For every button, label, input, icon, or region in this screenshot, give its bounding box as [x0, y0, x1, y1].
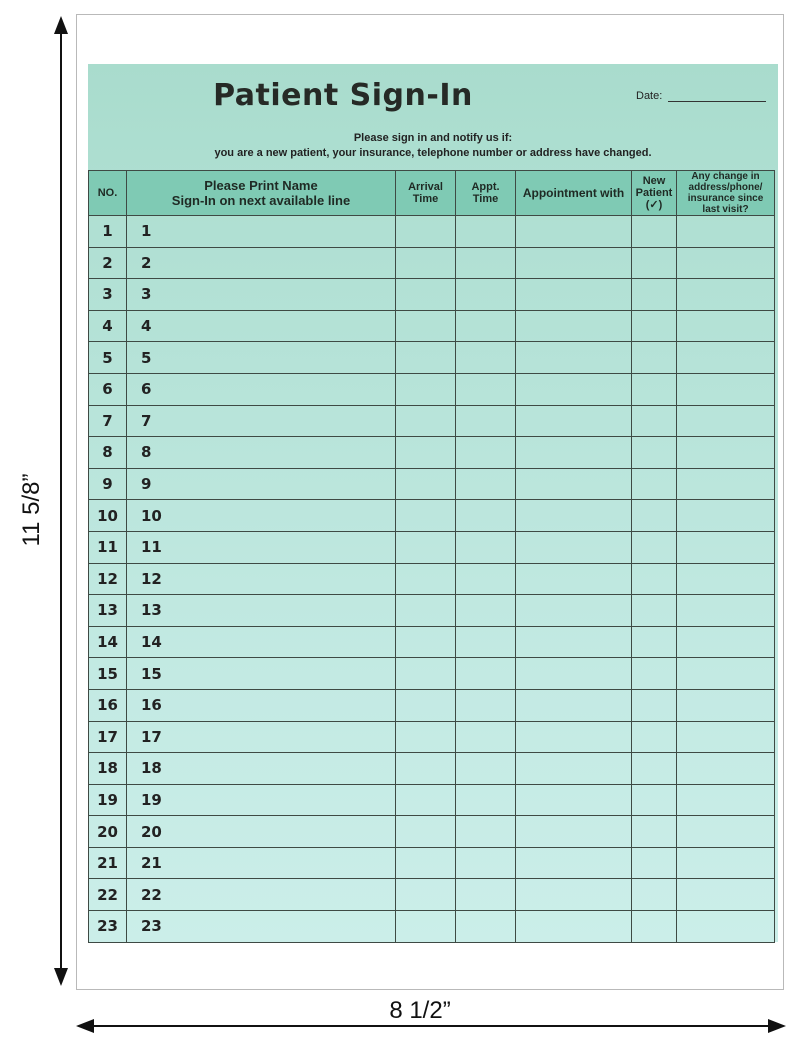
- name-cell[interactable]: 6: [127, 373, 396, 405]
- instruction-line-1: Please sign in and notify us if:: [353, 132, 513, 144]
- appt-time-cell[interactable]: [456, 373, 516, 405]
- new-patient-cell[interactable]: [632, 879, 677, 911]
- appointment-with-cell[interactable]: [516, 816, 632, 848]
- change-cell[interactable]: [677, 531, 775, 563]
- new-patient-cell[interactable]: [632, 784, 677, 816]
- row-number: 11: [89, 531, 127, 563]
- new-patient-cell[interactable]: [632, 911, 677, 943]
- row-number: 8: [89, 437, 127, 469]
- table-row: [89, 373, 775, 405]
- header-new-line2: Patient: [635, 187, 673, 199]
- change-cell[interactable]: [677, 563, 775, 595]
- name-cell[interactable]: 21: [127, 847, 396, 879]
- name-cell[interactable]: 15: [127, 658, 396, 690]
- row-number: 23: [89, 911, 127, 943]
- appointment-with-cell[interactable]: [516, 879, 632, 911]
- name-cell[interactable]: 8: [127, 437, 396, 469]
- new-patient-cell[interactable]: [632, 563, 677, 595]
- header-name-line1: Please Print Name: [204, 178, 318, 193]
- table-row: [89, 563, 775, 595]
- arrival-time-cell[interactable]: [396, 911, 456, 943]
- header-new-line1: New: [642, 175, 666, 187]
- appointment-with-cell[interactable]: [516, 373, 632, 405]
- arrival-time-cell[interactable]: [396, 816, 456, 848]
- header-change-line3: insurance since: [687, 193, 764, 204]
- appointment-with-cell[interactable]: [516, 563, 632, 595]
- appointment-with-cell[interactable]: [516, 753, 632, 785]
- change-cell[interactable]: [677, 342, 775, 374]
- appt-time-cell[interactable]: [456, 342, 516, 374]
- change-cell[interactable]: [677, 247, 775, 279]
- arrival-time-cell[interactable]: [396, 310, 456, 342]
- table-row: [89, 911, 775, 943]
- name-cell[interactable]: 1: [127, 216, 396, 248]
- row-number: 12: [89, 563, 127, 595]
- appt-time-cell[interactable]: [456, 847, 516, 879]
- arrival-time-cell[interactable]: [396, 689, 456, 721]
- arrow-down-icon: [54, 968, 68, 986]
- arrival-time-cell[interactable]: [396, 879, 456, 911]
- arrival-time-cell[interactable]: [396, 753, 456, 785]
- appointment-with-cell[interactable]: [516, 310, 632, 342]
- table-row: [89, 310, 775, 342]
- name-cell[interactable]: 7: [127, 405, 396, 437]
- appt-time-cell[interactable]: [456, 216, 516, 248]
- arrival-time-cell[interactable]: [396, 721, 456, 753]
- new-patient-cell[interactable]: [632, 626, 677, 658]
- appointment-with-cell[interactable]: [516, 721, 632, 753]
- appointment-with-cell[interactable]: [516, 784, 632, 816]
- header-no: NO.: [89, 171, 127, 216]
- row-number: 4: [89, 310, 127, 342]
- row-number: 2: [89, 247, 127, 279]
- change-cell[interactable]: [677, 879, 775, 911]
- name-cell[interactable]: 22: [127, 879, 396, 911]
- date-write-line: [668, 101, 766, 102]
- change-cell[interactable]: [677, 753, 775, 785]
- table-row: [89, 216, 775, 248]
- appointment-with-cell[interactable]: [516, 911, 632, 943]
- arrival-time-cell[interactable]: [396, 247, 456, 279]
- change-cell[interactable]: [677, 216, 775, 248]
- name-cell[interactable]: 16: [127, 689, 396, 721]
- new-patient-cell[interactable]: [632, 500, 677, 532]
- appointment-with-cell[interactable]: [516, 279, 632, 311]
- width-dimension-line: [92, 1025, 768, 1027]
- name-cell[interactable]: 11: [127, 531, 396, 563]
- header-appointment-with: Appointment with: [516, 171, 632, 216]
- appt-time-cell[interactable]: [456, 279, 516, 311]
- name-cell[interactable]: 3: [127, 279, 396, 311]
- new-patient-cell[interactable]: [632, 310, 677, 342]
- header-appt-time: [456, 171, 516, 216]
- new-patient-cell[interactable]: [632, 405, 677, 437]
- appt-time-cell[interactable]: [456, 405, 516, 437]
- appointment-with-cell[interactable]: [516, 247, 632, 279]
- header-arrival-time: [396, 171, 456, 216]
- appointment-with-cell[interactable]: [516, 405, 632, 437]
- appointment-with-cell[interactable]: [516, 216, 632, 248]
- table-row: [89, 626, 775, 658]
- arrival-time-cell[interactable]: [396, 279, 456, 311]
- appointment-with-cell[interactable]: [516, 468, 632, 500]
- name-cell[interactable]: 10: [127, 500, 396, 532]
- row-number: 15: [89, 658, 127, 690]
- appt-time-cell[interactable]: [456, 310, 516, 342]
- table-body: [89, 216, 775, 943]
- appt-time-cell[interactable]: [456, 753, 516, 785]
- row-number: 20: [89, 816, 127, 848]
- change-cell[interactable]: [677, 784, 775, 816]
- table-row: [89, 816, 775, 848]
- arrow-right-icon: [768, 1019, 786, 1033]
- arrival-time-cell[interactable]: [396, 658, 456, 690]
- change-cell[interactable]: [677, 279, 775, 311]
- table-row: [89, 879, 775, 911]
- change-cell[interactable]: [677, 847, 775, 879]
- name-cell[interactable]: 23: [127, 911, 396, 943]
- table-row: [89, 405, 775, 437]
- name-cell[interactable]: 17: [127, 721, 396, 753]
- instruction-line-2: you are a new patient, your insurance, telephone number or address have changed.: [214, 147, 652, 159]
- new-patient-cell[interactable]: [632, 847, 677, 879]
- appointment-with-cell[interactable]: [516, 658, 632, 690]
- arrival-time-cell[interactable]: [396, 405, 456, 437]
- appt-time-cell[interactable]: [456, 784, 516, 816]
- new-patient-cell[interactable]: [632, 247, 677, 279]
- name-cell[interactable]: 14: [127, 626, 396, 658]
- header-change: [677, 171, 775, 216]
- table-row: [89, 721, 775, 753]
- row-number: 1: [89, 216, 127, 248]
- appt-time-cell[interactable]: [456, 563, 516, 595]
- header-arrival-line2: Time: [412, 193, 439, 205]
- row-number: 17: [89, 721, 127, 753]
- width-dimension-label: 8 1/2”: [360, 998, 480, 1024]
- table-row: [89, 658, 775, 690]
- row-number: 19: [89, 784, 127, 816]
- arrival-time-cell[interactable]: [396, 216, 456, 248]
- new-patient-cell[interactable]: [632, 216, 677, 248]
- table-row: [89, 279, 775, 311]
- name-cell[interactable]: 2: [127, 247, 396, 279]
- new-patient-cell[interactable]: [632, 531, 677, 563]
- table-row: [89, 437, 775, 469]
- row-number: 14: [89, 626, 127, 658]
- change-cell[interactable]: [677, 310, 775, 342]
- appt-time-cell[interactable]: [456, 468, 516, 500]
- row-number: 3: [89, 279, 127, 311]
- sign-in-sheet: [88, 64, 778, 942]
- change-cell[interactable]: [677, 721, 775, 753]
- height-dimension-line: [60, 30, 62, 970]
- date-label: Date:: [636, 90, 663, 102]
- appointment-with-cell[interactable]: [516, 847, 632, 879]
- new-patient-cell[interactable]: [632, 689, 677, 721]
- arrow-left-icon: [76, 1019, 94, 1033]
- change-cell[interactable]: [677, 911, 775, 943]
- appointment-with-cell[interactable]: [516, 437, 632, 469]
- table-row: [89, 468, 775, 500]
- change-cell[interactable]: [677, 626, 775, 658]
- new-patient-cell[interactable]: [632, 753, 677, 785]
- row-number: 21: [89, 847, 127, 879]
- form-title: Patient Sign-In: [213, 78, 473, 113]
- header-appt-line1: Appt.: [471, 181, 500, 193]
- appointment-with-cell[interactable]: [516, 595, 632, 627]
- header-change-line4: last visit?: [702, 204, 749, 215]
- check-mark-icon: (✓): [645, 199, 663, 211]
- appt-time-cell[interactable]: [456, 500, 516, 532]
- change-cell[interactable]: [677, 405, 775, 437]
- sign-in-table: [88, 170, 775, 943]
- appointment-with-cell[interactable]: [516, 626, 632, 658]
- new-patient-cell[interactable]: [632, 468, 677, 500]
- appointment-with-cell[interactable]: [516, 342, 632, 374]
- table-row: [89, 531, 775, 563]
- name-cell[interactable]: 5: [127, 342, 396, 374]
- arrival-time-cell[interactable]: [396, 595, 456, 627]
- name-cell[interactable]: 20: [127, 816, 396, 848]
- row-number: 9: [89, 468, 127, 500]
- appt-time-cell[interactable]: [456, 658, 516, 690]
- arrival-time-cell[interactable]: [396, 373, 456, 405]
- table-row: [89, 689, 775, 721]
- arrival-time-cell[interactable]: [396, 342, 456, 374]
- arrival-time-cell[interactable]: [396, 500, 456, 532]
- header-change-line1: Any change in: [691, 171, 760, 182]
- row-number: 5: [89, 342, 127, 374]
- row-number: 7: [89, 405, 127, 437]
- change-cell[interactable]: [677, 468, 775, 500]
- table-row: [89, 847, 775, 879]
- change-cell[interactable]: [677, 658, 775, 690]
- change-cell[interactable]: [677, 595, 775, 627]
- height-dimension-label: 11 5/8”: [18, 473, 45, 547]
- row-number: 16: [89, 689, 127, 721]
- arrival-time-cell[interactable]: [396, 468, 456, 500]
- new-patient-cell[interactable]: [632, 595, 677, 627]
- new-patient-cell[interactable]: [632, 373, 677, 405]
- row-number: 13: [89, 595, 127, 627]
- arrow-up-icon: [54, 16, 68, 34]
- appt-time-cell[interactable]: [456, 626, 516, 658]
- new-patient-cell[interactable]: [632, 279, 677, 311]
- arrival-time-cell[interactable]: [396, 626, 456, 658]
- change-cell[interactable]: [677, 689, 775, 721]
- new-patient-cell[interactable]: [632, 437, 677, 469]
- table-row: [89, 753, 775, 785]
- appointment-with-cell[interactable]: [516, 689, 632, 721]
- table-row: [89, 247, 775, 279]
- new-patient-cell[interactable]: [632, 342, 677, 374]
- row-number: 22: [89, 879, 127, 911]
- header-name: [127, 171, 396, 216]
- appointment-with-cell[interactable]: [516, 531, 632, 563]
- change-cell[interactable]: [677, 500, 775, 532]
- appt-time-cell[interactable]: [456, 689, 516, 721]
- header-appt-line2: Time: [472, 193, 499, 205]
- appt-time-cell[interactable]: [456, 816, 516, 848]
- new-patient-cell[interactable]: [632, 816, 677, 848]
- name-cell[interactable]: 13: [127, 595, 396, 627]
- table-row: [89, 595, 775, 627]
- appt-time-cell[interactable]: [456, 531, 516, 563]
- header-arrival-line1: Arrival: [408, 181, 443, 193]
- change-cell[interactable]: [677, 816, 775, 848]
- appt-time-cell[interactable]: [456, 595, 516, 627]
- name-cell[interactable]: 12: [127, 563, 396, 595]
- arrival-time-cell[interactable]: [396, 784, 456, 816]
- arrival-time-cell[interactable]: [396, 847, 456, 879]
- arrival-time-cell[interactable]: [396, 563, 456, 595]
- header-change-line2: address/phone/: [688, 182, 763, 193]
- table-row: [89, 500, 775, 532]
- name-cell[interactable]: 19: [127, 784, 396, 816]
- appt-time-cell[interactable]: [456, 247, 516, 279]
- header-name-line2: Sign-In on next available line: [171, 193, 351, 208]
- name-cell[interactable]: 18: [127, 753, 396, 785]
- header-row: [89, 171, 775, 216]
- appt-time-cell[interactable]: [456, 437, 516, 469]
- appt-time-cell[interactable]: [456, 721, 516, 753]
- table-row: [89, 342, 775, 374]
- appt-time-cell[interactable]: [456, 911, 516, 943]
- row-number: 6: [89, 373, 127, 405]
- arrival-time-cell[interactable]: [396, 437, 456, 469]
- new-patient-cell[interactable]: [632, 721, 677, 753]
- appt-time-cell[interactable]: [456, 879, 516, 911]
- arrival-time-cell[interactable]: [396, 531, 456, 563]
- name-cell[interactable]: 4: [127, 310, 396, 342]
- new-patient-cell[interactable]: [632, 658, 677, 690]
- change-cell[interactable]: [677, 373, 775, 405]
- table-row: [89, 784, 775, 816]
- row-number: 10: [89, 500, 127, 532]
- appointment-with-cell[interactable]: [516, 500, 632, 532]
- header-new-patient: [632, 171, 677, 216]
- row-number: 18: [89, 753, 127, 785]
- change-cell[interactable]: [677, 437, 775, 469]
- name-cell[interactable]: 9: [127, 468, 396, 500]
